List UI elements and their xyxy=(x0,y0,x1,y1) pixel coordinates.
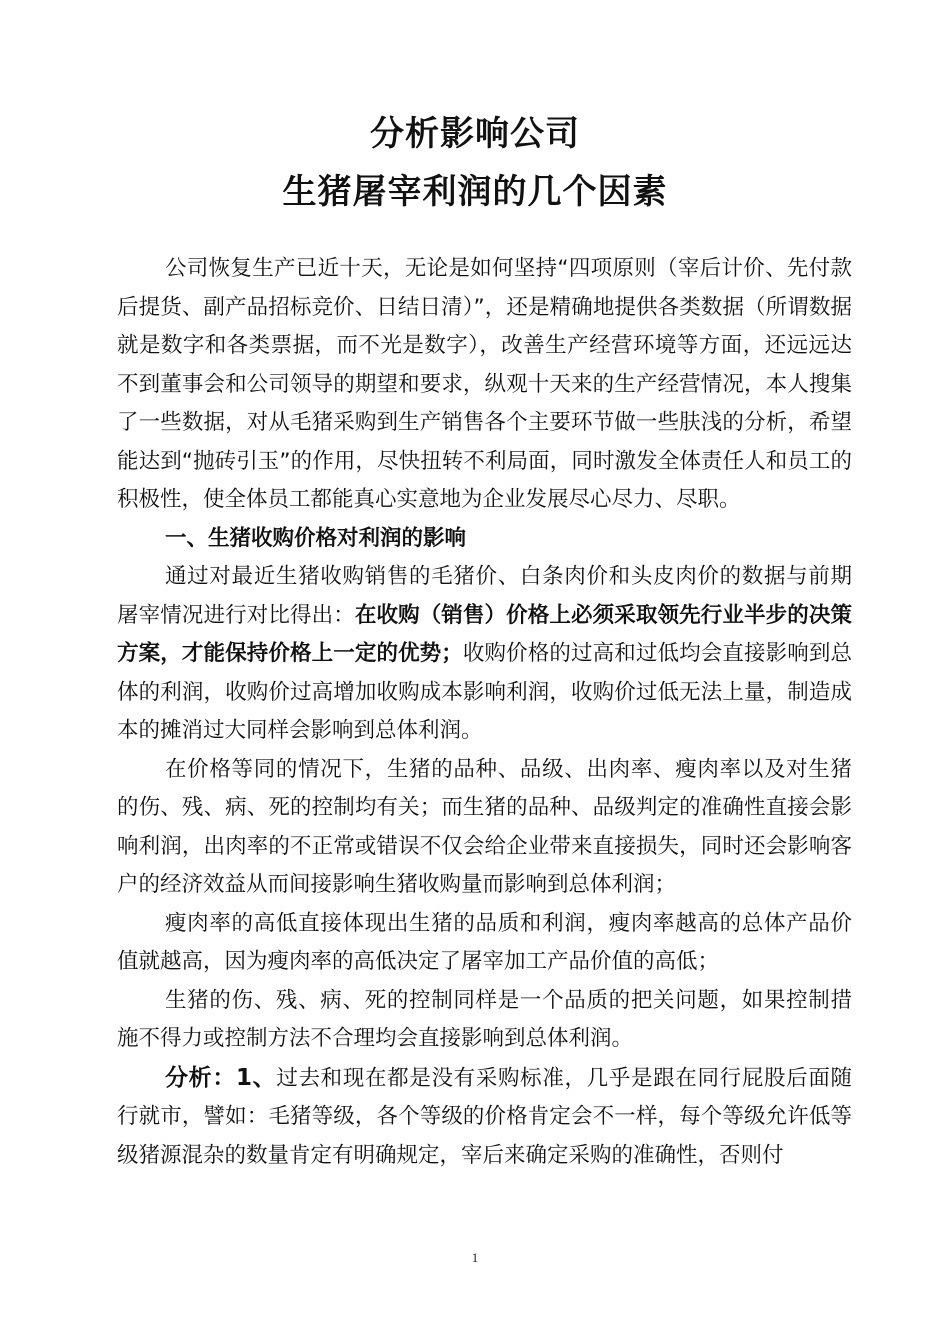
section-1-paragraph-4: 生猪的伤、残、病、死的控制同样是一个品质的把关问题，如果控制措施不得力或控制方法不合理均会直接影响到总体利润。 xyxy=(117,987,852,1051)
section-1-paragraph-1-lead: 通过对最近生猪收购销售的毛猪价、白条肉价和头皮肉价的数据与前期屠宰情况进行对比得出： xyxy=(117,564,852,628)
page-number: 1 xyxy=(471,1250,479,1265)
section-1-heading: 一、生猪收购价格对利润的影响 xyxy=(165,525,467,551)
section-1-paragraph-1 xyxy=(117,558,852,751)
analysis-label: 分析：1、 xyxy=(165,1064,277,1091)
analysis-paragraph xyxy=(117,1059,852,1176)
intro-paragraph: 公司恢复生产已近十天，无论是如何坚持“四项原则（宰后计价、先付款后提货、副产品招标竞价、日结日清）”，还是精确地提供各类数据（所谓数据就是数字和各类票据，而不光是数字），改善生产经营环境等方面，还远远达不到董事会和公司领导的期望和要求，纵观十天来的生产经营情况，本人搜集了一些数据，对从毛猪采购到生产销售各个主要环节做一些肤浅的分析，希望能达到“抛砖引玉”的作用，尽快扭转不利局面，同时激发全体责任人和员工的积极性，使全体员工都能真心实意地为企业发展尽心尽力、尽职。 xyxy=(117,256,852,512)
document-body xyxy=(117,250,852,1175)
analysis-text: 过去和现在都是没有采购标准，几乎是跟在同行屁股后面随行就市，譬如：毛猪等级，各个等级的价格肯定会不一样，每个等级允许低等级猪源混杂的数量肯定有明确规定，宰后来确定采购的准确性，否则付 xyxy=(117,1065,852,1168)
section-1-paragraph-2: 在价格等同的情况下，生猪的品种、品级、出肉率、瘦肉率以及对生猪的伤、残、病、死的控制均有关；而生猪的品种、品级判定的准确性直接会影响利润，出肉率的不正常或错误不仅会给企业带来直接损失，同时还会影响客户的经济效益从而间接影响生猪收购量而影响到总体利润； xyxy=(117,756,852,897)
section-1-paragraph-1-tail: 收购价格的过高和过低均会直接影响到总体的利润，收购价过高增加收购成本影响利润，收购价过低无法上量，制造成本的摊消过大同样会影响到总体利润。 xyxy=(117,641,852,743)
document-title-line2: 生猪屠宰利润的几个因素 xyxy=(282,172,668,212)
section-1-key-conclusion: 在收购（销售）价格上必须采取领先行业半步的决策方案，才能保持价格上一定的优势； xyxy=(117,602,852,666)
document-title-line1: 分析影响公司 xyxy=(370,114,580,154)
section-1-paragraph-3: 瘦肉率的高低直接体现出生猪的品质和利润，瘦肉率越高的总体产品价值就越高，因为瘦肉率的高低决定了屠宰加工产品价值的高低； xyxy=(117,910,852,974)
